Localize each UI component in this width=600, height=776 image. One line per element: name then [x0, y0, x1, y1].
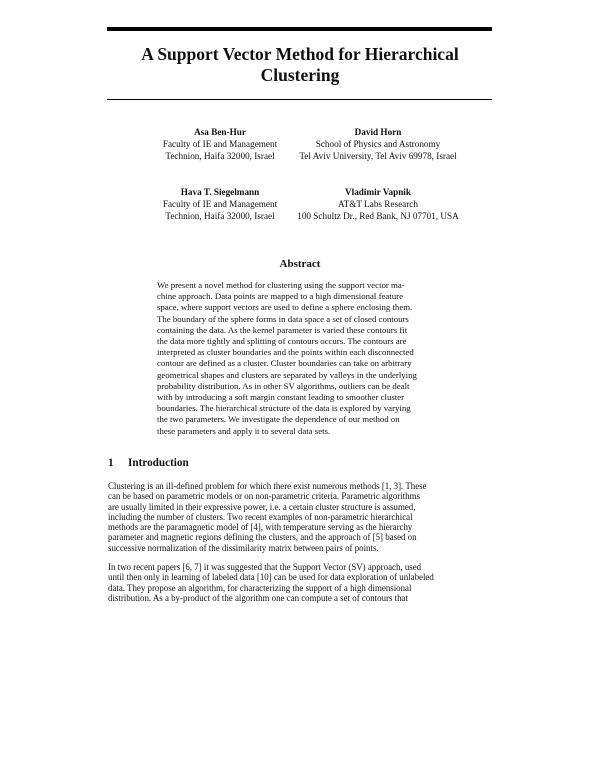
paragraph-line: including the number of clusters. Two recent examples of non-parametric hierarchical — [108, 511, 413, 522]
paragraph-line: Clustering is an ill-defined problem for which there exist numerous methods [1, 3]. These — [108, 481, 427, 491]
paragraph-line: methods are the paramagnetic model of [4], with temperature serving as the hierarchy — [108, 522, 413, 533]
author-affiliation: Faculty of IE and Management — [162, 139, 278, 149]
author-address: Tel Aviv University, Tel Aviv 69978, Israel — [299, 151, 457, 161]
abstract-line: contour are defined as a cluster. Cluster boundaries can take on arbitrary — [157, 358, 412, 369]
title-line: Clustering — [260, 65, 340, 85]
paragraph-line: distribution. As a by-product of the algorithm one can compute a set of contours that — [108, 592, 408, 603]
abstract-line: interpreted as cluster boundaries and the points within each disconnected — [157, 347, 414, 358]
author-name: Vladimir Vapnik — [345, 187, 411, 197]
paragraph-line: parameter and magnetic regions defining the clusters, and the approach of [5] based on — [108, 532, 417, 543]
section-title: Introduction — [128, 457, 189, 469]
abstract-heading: Abstract — [279, 258, 321, 270]
abstract-line: with by introducing a soft margin constant leading to smoother cluster — [157, 392, 405, 403]
title-bottom-rule — [107, 99, 492, 100]
abstract-line: the two parameters. We investigate the dependence of our method on — [157, 414, 400, 425]
title-top-rule — [107, 27, 492, 31]
paragraph-line: In two recent papers [6, 7] it was suggested that the Support Vector (SV) approach, used — [108, 562, 422, 572]
body-paragraph — [108, 481, 494, 553]
author-block — [263, 186, 493, 222]
paragraph-line: can be based on parametric models or on non-parametric criteria. Parametric algorithms — [108, 491, 420, 502]
paper-title — [100, 44, 500, 86]
body-paragraph — [108, 562, 494, 603]
author-affiliation: School of Physics and Astronomy — [315, 139, 441, 149]
paragraph-line: successive normalization of the dissimilarity matrix between pairs of points. — [108, 542, 379, 553]
abstract-line: geometrical shapes and clusters are separated by valleys in the underlying — [157, 369, 417, 380]
paragraph-line: data. They propose an algorithm, for characterizing the support of a high dimensional — [108, 582, 412, 593]
abstract-line: space, where support vectors are used to define a sphere enclosing them. — [157, 302, 413, 313]
title-line: A Support Vector Method for Hierarchical — [141, 44, 459, 64]
abstract-line: boundaries. The hierarchical structure of the data is explored by varying — [157, 403, 411, 414]
abstract-body — [157, 280, 457, 437]
author-address: 100 Schultz Dr., Red Bank, NJ 07701, USA — [297, 211, 459, 221]
author-affiliation: Faculty of IE and Management — [162, 199, 278, 209]
author-address: Technion, Haifa 32000, Israel — [165, 151, 275, 161]
author-name: Asa Ben-Hur — [194, 127, 246, 137]
author-block — [263, 126, 493, 162]
abstract-line: probability distribution. As in other SV algorithms, outliers can be dealt — [157, 380, 410, 391]
abstract-line: containing the data. As the kernel parameter is varied these contours fit — [157, 324, 408, 335]
abstract-line: chine approach. Data points are mapped to a high dimensional feature — [157, 291, 403, 302]
abstract-line: the data more tightly and splitting of contours occurs. The contours are — [157, 336, 407, 347]
author-name: David Horn — [354, 127, 402, 137]
section-heading — [108, 457, 189, 469]
author-address: Technion, Haifa 32000, Israel — [165, 211, 275, 221]
abstract-line: these parameters and apply it to several data sets. — [157, 425, 331, 436]
author-name: Hava T. Siegelmann — [180, 187, 260, 197]
paragraph-line: are usually limited in their expressive power, i.e. a certain cluster structure is assumed, — [108, 501, 416, 512]
section-number: 1 — [108, 457, 114, 469]
author-affiliation: AT&T Labs Research — [338, 199, 418, 209]
paragraph-line: until then only in learning of labeled data [10] can be used for data exploration of unlabeled — [108, 572, 434, 583]
abstract-line: The boundary of the sphere forms in data space a set of closed contours — [157, 313, 409, 324]
abstract-line: We present a novel method for clustering using the support vector ma- — [157, 280, 405, 290]
